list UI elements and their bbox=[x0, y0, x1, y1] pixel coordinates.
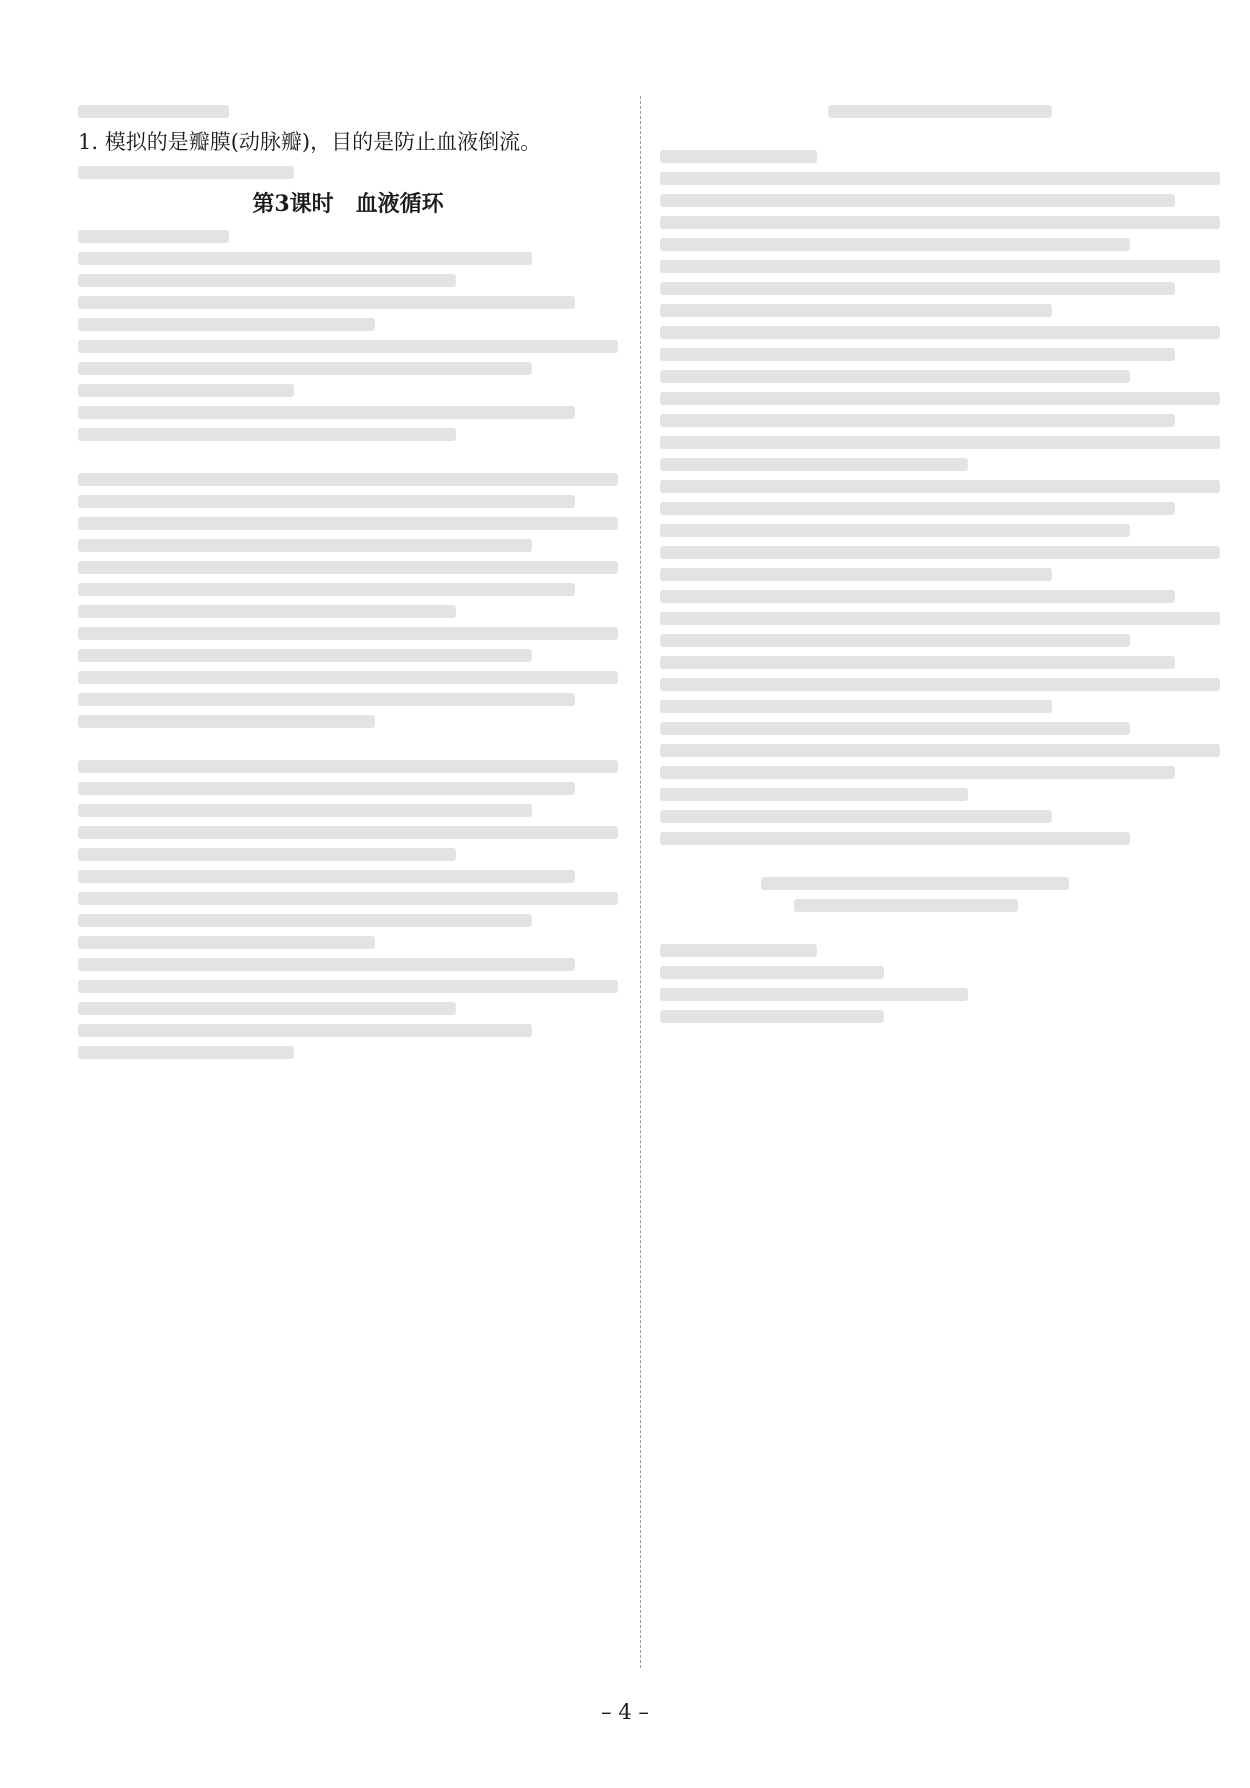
section-heading: 第3课时 血液循环 bbox=[252, 191, 444, 217]
right-column bbox=[660, 96, 1220, 1668]
column-divider bbox=[640, 96, 641, 1668]
unreadable-block bbox=[660, 105, 1220, 1023]
unreadable-block bbox=[78, 230, 618, 1059]
left-column bbox=[78, 96, 618, 1668]
answer-line: 1. 模拟的是瓣膜(动脉瓣)，目的是防止血液倒流。 bbox=[78, 130, 542, 154]
page-number: – 4 – bbox=[601, 1700, 649, 1724]
unreadable-block bbox=[78, 166, 618, 179]
unreadable-block bbox=[78, 105, 618, 118]
